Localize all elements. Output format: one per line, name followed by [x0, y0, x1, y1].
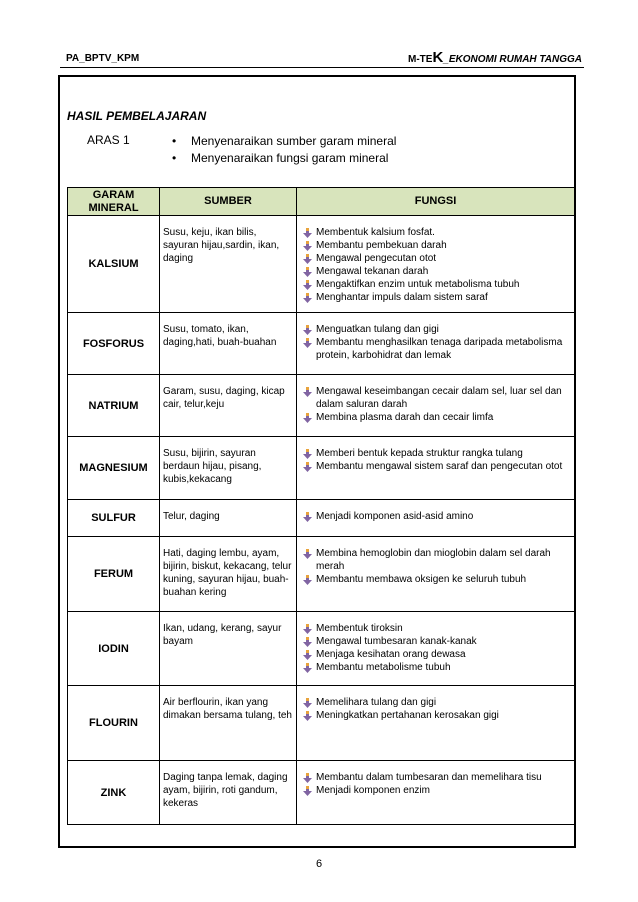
objective-item [171, 133, 396, 150]
function-text: Menjadi komponen enzim [316, 785, 430, 796]
function-text: Meningkatkan pertahanan kerosakan gigi [316, 710, 499, 721]
mineral-name: SULFUR [68, 500, 160, 537]
mineral-functions [297, 216, 575, 313]
mineral-source: Susu, bijirin, sayuran berdaun hijau, pisang, kubis,kekacang [160, 437, 297, 500]
section-title: HASIL PEMBELAJARAN [67, 109, 207, 123]
function-text: Memberi bentuk kepada struktur rangka tulang [316, 448, 523, 459]
mineral-source: Hati, daging lembu, ayam, bijirin, biskut, kekacang, telur kuning, sayuran hijau, buah-buahan kering [160, 537, 297, 612]
mineral-name: IODIN [68, 612, 160, 686]
function-item [301, 771, 571, 784]
function-item [301, 226, 571, 239]
function-text: Mengawal pengecutan otot [316, 253, 437, 264]
mineral-functions [297, 761, 575, 825]
function-item [301, 291, 571, 304]
table-row [68, 437, 575, 500]
function-item [301, 573, 571, 586]
mineral-source: Ikan, udang, kerang, sayur bayam [160, 612, 297, 686]
function-item [301, 323, 571, 336]
mineral-source: Air berflourin, ikan yang dimakan bersama tulang, teh [160, 686, 297, 761]
header-left: PA_BPTV_KPM [66, 53, 140, 64]
mineral-name: FOSFORUS [68, 313, 160, 375]
function-text: Membantu dalam tumbesaran dan memelihara tisu [316, 772, 542, 783]
table-row [68, 537, 575, 612]
function-text: Mengawal keseimbangan cecair dalam sel, luar sel dan dalam saluran darah [316, 386, 562, 410]
function-item [301, 447, 571, 460]
function-text: Mengaktifkan enzim untuk metabolisma tubuh [316, 279, 520, 290]
function-text: Menghantar impuls dalam sistem saraf [316, 292, 488, 303]
function-item [301, 635, 571, 648]
function-item [301, 411, 571, 424]
function-item [301, 265, 571, 278]
objective-text: Menyenaraikan fungsi garam mineral [191, 151, 389, 165]
function-text: Mengawal tekanan darah [316, 266, 429, 277]
function-item [301, 510, 571, 523]
header-right-big-letter: K [432, 49, 444, 66]
table-row [68, 313, 575, 375]
function-text: Membina hemoglobin dan mioglobin dalam sel darah merah [316, 548, 551, 572]
mineral-name: KALSIUM [68, 216, 160, 313]
function-text: Menguatkan tulang dan gigi [316, 324, 439, 335]
function-text: Menjadi komponen asid-asid amino [316, 511, 474, 522]
objectives-list [171, 133, 396, 167]
function-item [301, 648, 571, 661]
mineral-functions [297, 686, 575, 761]
mineral-source: Daging tanpa lemak, daging ayam, bijirin, roti gandum, kekeras [160, 761, 297, 825]
function-item [301, 622, 571, 635]
level-label: ARAS 1 [87, 133, 130, 147]
function-item [301, 239, 571, 252]
function-item [301, 709, 571, 722]
bullet-icon: • [172, 151, 177, 165]
objective-text: Menyenaraikan sumber garam mineral [191, 134, 397, 148]
header-right-suffix: _EKONOMI RUMAH TANGGA [443, 54, 582, 65]
table-row [68, 686, 575, 761]
function-text: Membentuk kalsium fosfat. [316, 227, 435, 238]
mineral-functions [297, 375, 575, 437]
function-item [301, 661, 571, 674]
header-right-prefix: M-TE [408, 54, 433, 65]
function-text: Mengawal tumbesaran kanak-kanak [316, 636, 477, 647]
mineral-source: Susu, keju, ikan bilis, sayuran hijau,sardin, ikan, daging [160, 216, 297, 313]
header-right [408, 49, 582, 66]
mineral-source: Garam, susu, daging, kicap cair, telur,keju [160, 375, 297, 437]
function-item [301, 252, 571, 265]
function-text: Membantu pembekuan darah [316, 240, 447, 251]
mineral-functions [297, 437, 575, 500]
table-row [68, 375, 575, 437]
table-row [68, 761, 575, 825]
header-mineral-text: GARAM MINERAL [88, 188, 139, 214]
function-text: Membantu metabolisme tubuh [316, 662, 451, 673]
mineral-functions [297, 313, 575, 375]
mineral-functions [297, 612, 575, 686]
header-rule [60, 67, 584, 68]
function-item [301, 696, 571, 709]
function-item [301, 278, 571, 291]
function-item [301, 784, 571, 797]
header-sumber: SUMBER [160, 188, 297, 216]
table-row [68, 500, 575, 537]
mineral-name: MAGNESIUM [68, 437, 160, 500]
mineral-name: FLOURIN [68, 686, 160, 761]
function-item [301, 460, 571, 473]
mineral-source: Susu, tomato, ikan, daging,hati, buah-buahan [160, 313, 297, 375]
table-header-row [68, 188, 575, 216]
function-text: Membentuk tiroksin [316, 623, 403, 634]
table-row [68, 612, 575, 686]
function-item [301, 547, 571, 573]
mineral-table [67, 187, 575, 825]
bullet-icon: • [172, 134, 177, 148]
function-text: Membantu menghasilkan tenaga daripada metabolisma protein, karbohidrat dan lemak [316, 337, 563, 361]
function-item [301, 336, 571, 362]
table-row [68, 216, 575, 313]
table-body [68, 216, 575, 825]
header-fungsi: FUNGSI [297, 188, 575, 216]
function-text: Membantu membawa oksigen ke seluruh tubuh [316, 574, 527, 585]
function-text: Membina plasma darah dan cecair limfa [316, 412, 494, 423]
mineral-functions [297, 537, 575, 612]
mineral-name: ZINK [68, 761, 160, 825]
function-text: Membantu mengawal sistem saraf dan pengecutan otot [316, 461, 563, 472]
function-text: Menjaga kesihatan orang dewasa [316, 649, 466, 660]
mineral-name: FERUM [68, 537, 160, 612]
header-mineral [68, 188, 160, 216]
page-number: 6 [315, 858, 323, 870]
function-item [301, 385, 571, 411]
mineral-name: NATRIUM [68, 375, 160, 437]
mineral-source: Telur, daging [160, 500, 297, 537]
objective-item [171, 150, 396, 167]
function-text: Memelihara tulang dan gigi [316, 697, 437, 708]
mineral-functions [297, 500, 575, 537]
